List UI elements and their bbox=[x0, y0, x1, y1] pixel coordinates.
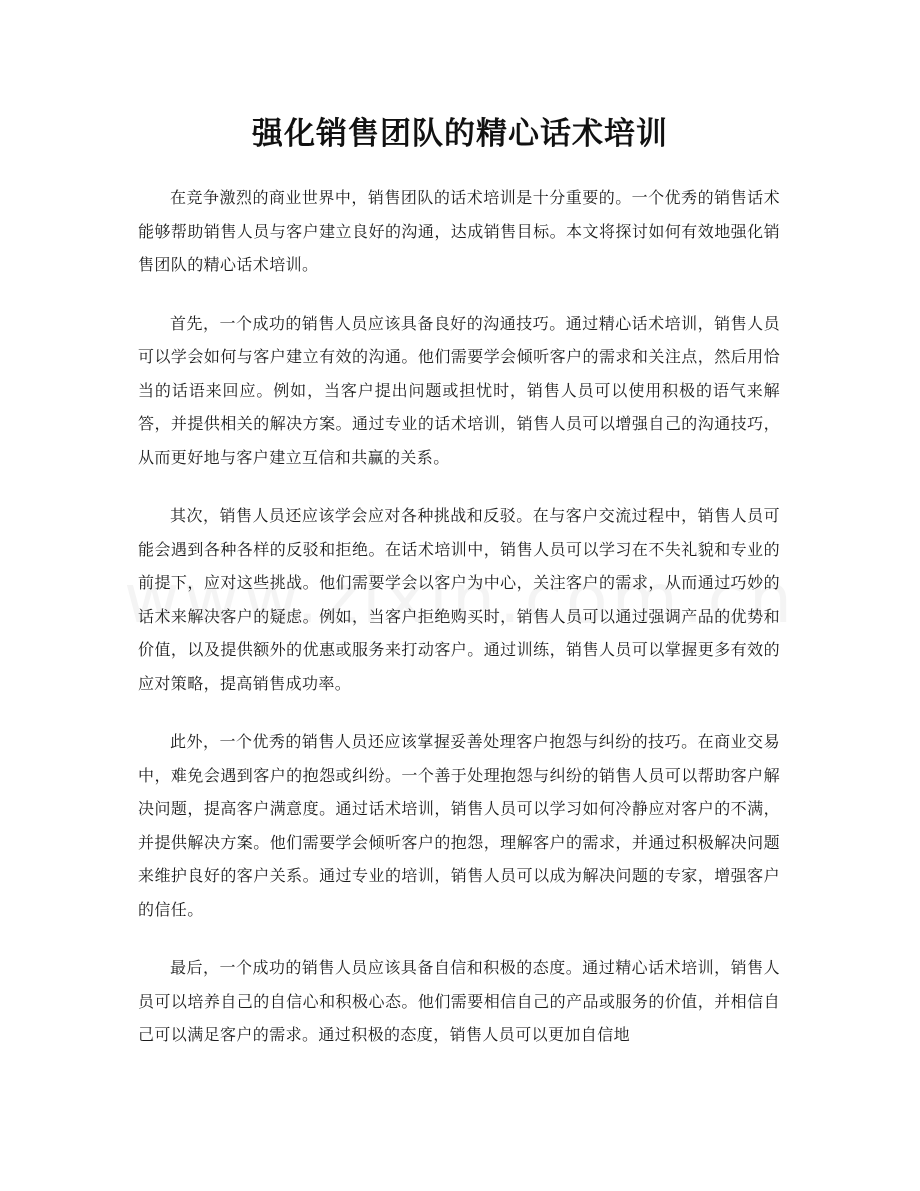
document-title: 强化销售团队的精心话术培训 bbox=[252, 116, 668, 152]
paragraph-communication: 首先，一个成功的销售人员应该具备良好的沟通技巧。通过精心话术培训，销售人员可以学会如何与客户建立有效的沟通。他们需要学会倾听客户的需求和关注点，然后用恰当的话语来回应。例如，当客户提出问题或担忧时，销售人员可以使用积极的语气来解答，并提供相关的解决方案。通过专业的话术培训，销售人员可以增强自己的沟通技巧，从而更好地与客户建立互信和共赢的关系。 bbox=[138, 313, 780, 467]
paragraph-confidence: 最后，一个成功的销售人员应该具备自信和积极的态度。通过精心话术培训，销售人员可以培养自己的自信心和积极心态。他们需要相信自己的产品或服务的价值，并相信自己可以满足客户的需求。通过积极的态度，销售人员可以更加自信地 bbox=[138, 958, 780, 1044]
paragraph-intro: 在竞争激烈的商业世界中，销售团队的话术培训是十分重要的。一个优秀的销售话术能够帮助销售人员与客户建立良好的沟通，达成销售目标。本文将探讨如何有效地强化销售团队的精心话术培训。 bbox=[138, 188, 780, 274]
paragraph-objections: 其次，销售人员还应该学会应对各种挑战和反驳。在与客户交流过程中，销售人员可能会遇到各种各样的反驳和拒绝。在话术培训中，销售人员可以学习在不失礼貌和专业的前提下，应对这些挑战。他们需要学会以客户为中心，关注客户的需求，从而通过巧妙的话术来解决客户的疑虑。例如，当客户拒绝购买时，销售人员可以通过强调产品的优势和价值，以及提供额外的优惠或服务来打动客户。通过训练，销售人员可以掌握更多有效的应对策略，提高销售成功率。 bbox=[138, 506, 780, 693]
document-body bbox=[138, 181, 780, 1077]
paragraph-complaints: 此外，一个优秀的销售人员还应该掌握妥善处理客户抱怨与纠纷的技巧。在商业交易中，难免会遇到客户的抱怨或纠纷。一个善于处理抱怨与纠纷的销售人员可以帮助客户解决问题，提高客户满意度。通过话术培训，销售人员可以学习如何冷静应对客户的不满，并提供解决方案。他们需要学会倾听客户的抱怨，理解客户的需求，并通过积极解决问题来维护良好的客户关系。通过专业的培训，销售人员可以成为解决问题的专家，增强客户的信任。 bbox=[138, 732, 780, 919]
